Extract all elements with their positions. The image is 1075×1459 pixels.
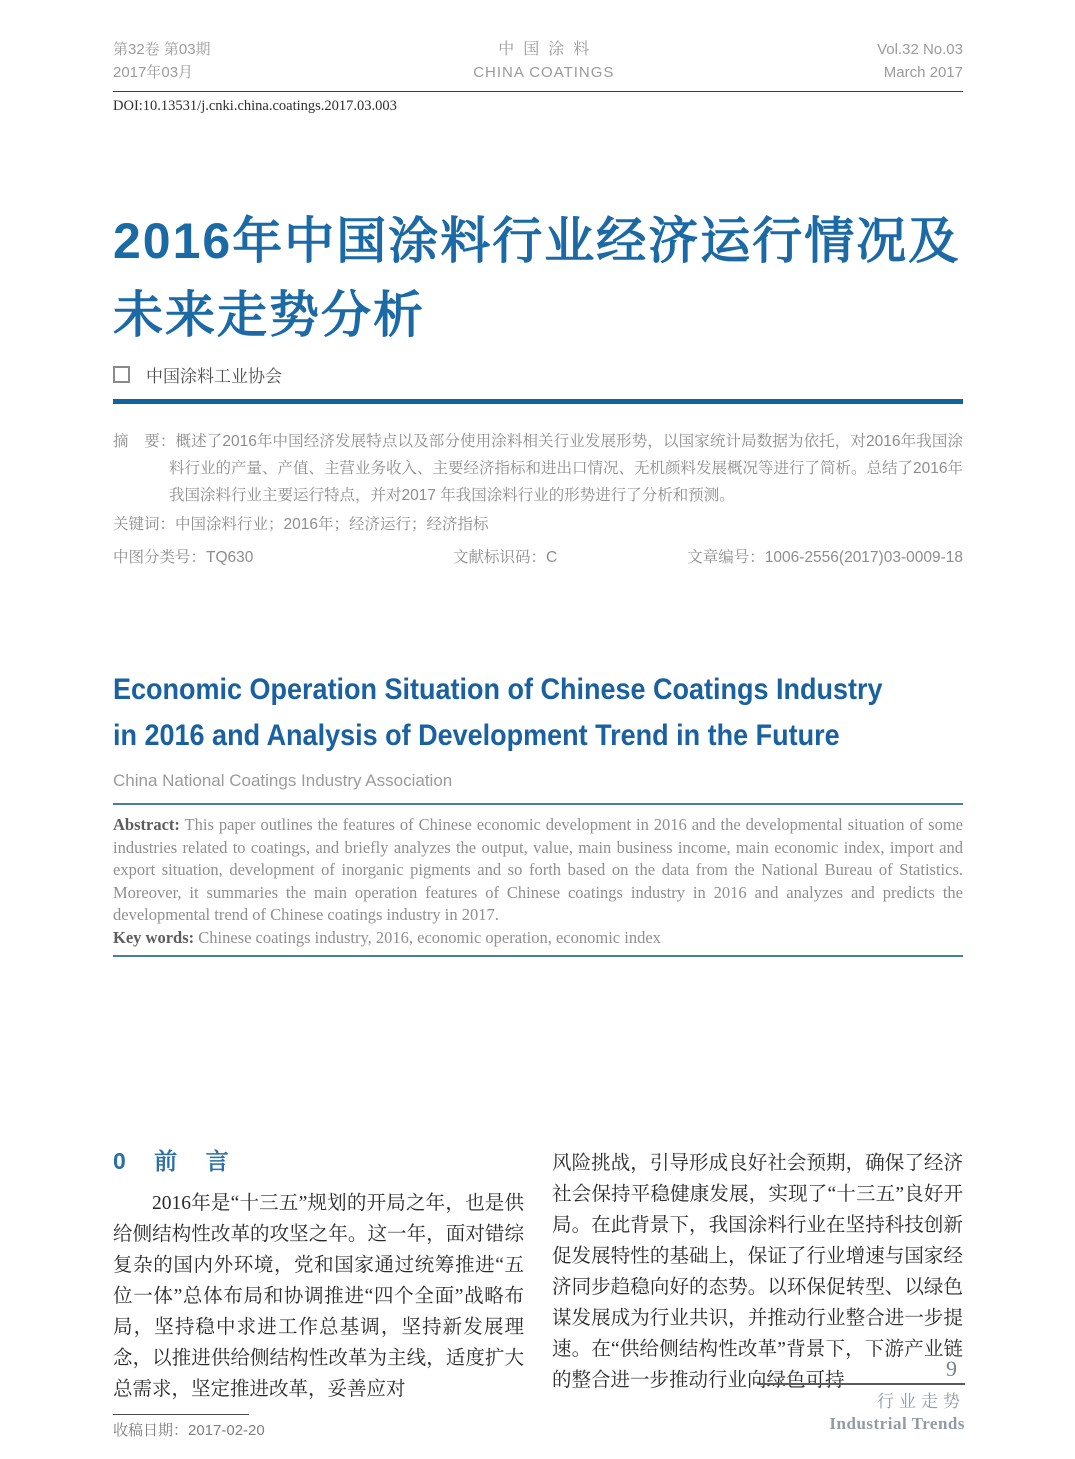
header-left xyxy=(113,38,211,84)
abstract-en-text: This paper outlines the features of Chinese economic development in 2016 and the developmental situation of some industries related to coatings, and briefly analyzes the output, value, main business income, main economic index, import and export situation, development of inorganic pigments and so forth based on the data from the National Bureau of Statistics. Moreover, it summaries the main operation features of Chinese coatings industry in 2016 and analyzes and predicts the developmental trend of Chinese coatings industry in 2017. xyxy=(113,815,963,924)
classification-row xyxy=(113,544,963,571)
journal-name-en: CHINA COATINGS xyxy=(473,64,615,81)
page-number: 9 xyxy=(946,1356,957,1381)
abstract-cn-text: 概述了2016年中国经济发展特点以及部分使用涂料相关行业发展形势，以国家统计局数据为依托，对2016年我国涂料行业的产量、产值、主营业务收入、主要经济指标和进出口情况、无机颜料发展概况等进行了简析。总结了2016年我国涂料行业主要运行特点，并对2017 年我国涂料行业的形势进行了分析和预测。 xyxy=(169,433,963,504)
footer-section-cn: 行业走势 xyxy=(877,1392,965,1411)
abstract-en-label: Abstract: xyxy=(113,815,180,834)
title-divider-rule xyxy=(113,399,963,404)
article-title-cn xyxy=(113,204,963,352)
article-title-en-line1: Economic Operation Situation of Chinese Coatings Industry xyxy=(113,673,883,706)
header-center xyxy=(473,38,614,84)
document-code: 文献标识码：C xyxy=(453,549,558,566)
article-title-en xyxy=(113,667,883,759)
abstract-en-block xyxy=(113,814,963,949)
footer-section-en: Industrial Trends xyxy=(829,1414,965,1433)
received-date: 收稿日期：2017-02-20 xyxy=(113,1422,265,1439)
keywords-en-text: Chinese coatings industry, 2016, economic operation, economic index xyxy=(194,927,661,947)
article-title-en-line2: in 2016 and Analysis of Development Trend in the Future xyxy=(113,719,840,752)
author-name-cn: 中国涂料工业协会 xyxy=(146,367,282,386)
abstract-en xyxy=(113,814,963,927)
article-title-cn-line1: 2016年中国涂料行业经济运行情况及 xyxy=(113,213,961,269)
clc-number: 中图分类号：TQ630 xyxy=(113,549,254,566)
journal-header xyxy=(113,0,963,84)
volume-issue-cn: 第32卷 第03期 xyxy=(113,41,211,58)
author-marker-icon xyxy=(113,366,130,383)
issue-date-cn: 2017年03月 xyxy=(113,64,194,81)
doi-line: DOI:10.13531/j.cnki.china.coatings.2017.03.003 xyxy=(113,98,397,114)
abstract-cn xyxy=(113,428,963,509)
abstract-cn-block xyxy=(113,428,963,571)
keywords-cn: 关键词：中国涂料行业；2016年；经济运行；经济指标 xyxy=(113,516,489,533)
keywords-en xyxy=(113,927,963,950)
body-paragraph-left: 2016年是“十三五”规划的开局之年，也是供给侧结构性改革的攻坚之年。这一年，面对错综复杂的国内外环境，党和国家通过统筹推进“五位一体”总体布局和协调推进“四个全面”战略布局，坚持稳中求进工作总基调，坚持新发展理念，以推进供给侧结构性改革为主线，适度扩大总需求，坚定推进改革，妥善应对 xyxy=(113,1193,524,1400)
body-paragraph-right: 风险挑战，引导形成良好社会预期，确保了经济社会保持平稳健康发展，实现了“十三五”良好开局。在此背景下，我国涂料行业在坚持科技创新促发展特性的基础上，保证了行业增速与国家经济同步趋稳向好的态势。以环保促转型、以绿色谋发展成为行业共识，并推动行业整合进一步提速。在“供给侧结构性改革”背景下，下游产业链的整合进一步推动行业向绿色可持 xyxy=(552,1153,963,1391)
abstract-cn-label: 摘 要： xyxy=(113,433,176,450)
header-right xyxy=(877,38,963,84)
footer-rule xyxy=(757,1383,965,1385)
issue-date-en: March 2017 xyxy=(883,64,963,81)
page-footer xyxy=(757,1356,965,1435)
author-name-en: China National Coatings Industry Association xyxy=(113,771,453,790)
abstract-en-top-rule xyxy=(113,803,963,805)
author-row xyxy=(113,362,963,387)
section-heading: 0 前 言 xyxy=(113,1148,232,1174)
keywords-en-label: Key words: xyxy=(113,927,195,947)
footnote xyxy=(113,1414,524,1442)
article-id: 文章编号：1006-2556(2017)03-0009-18 xyxy=(687,549,963,566)
footnote-rule xyxy=(113,1414,249,1415)
journal-name-cn: 中国涂料 xyxy=(498,41,599,58)
body-column-left xyxy=(113,1143,538,1442)
header-divider xyxy=(113,91,963,92)
article-title-cn-line2: 未来走势分析 xyxy=(113,287,425,343)
abstract-en-bottom-rule xyxy=(113,955,963,957)
volume-issue-en: Vol.32 No.03 xyxy=(877,41,963,58)
